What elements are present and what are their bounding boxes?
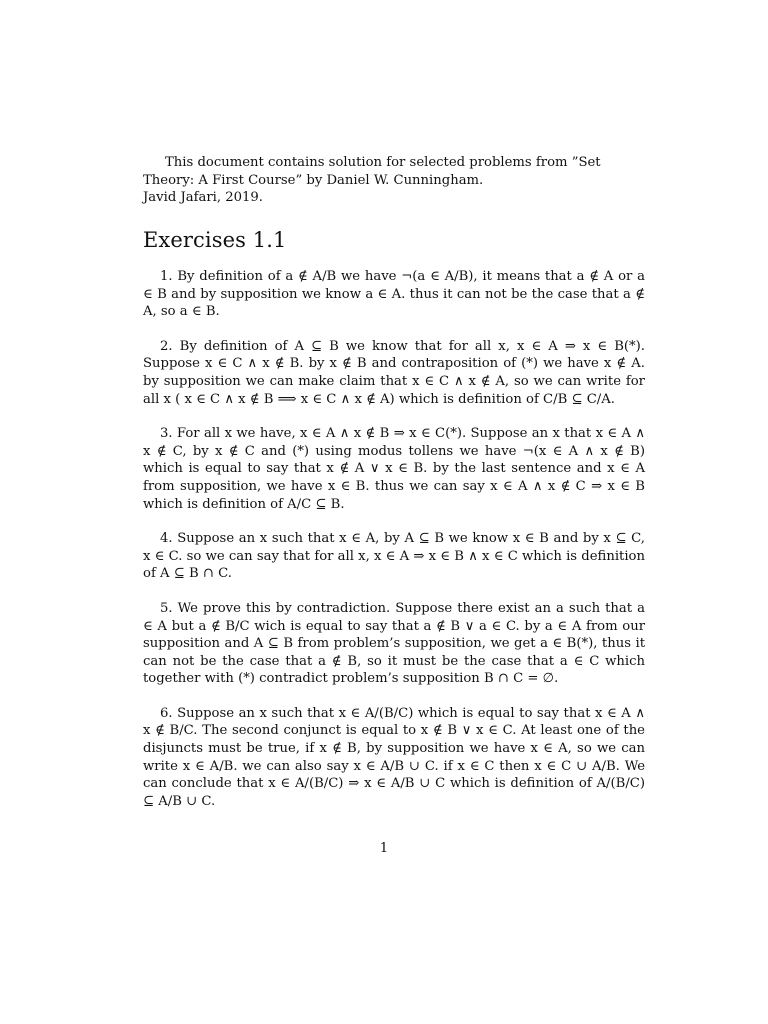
intro-section <box>143 154 645 207</box>
exercise-4: 4. Suppose an x such that x ∈ A, by A ⊆ B we know x ∈ B and by x ⊆ C, x ∈ C. so we can say that for all x, x ∈ A ⇒ x ∈ B ∧ x ∈ C which is definition of A ⊆ B ∩ C. <box>143 531 645 582</box>
exercise-3: 3. For all x we have, x ∈ A ∧ x ∉ B ⇒ x ∈ C(*). Suppose an x that x ∈ A ∧ x ∉ C, by x ∉ C and (*) using modus tollens we have ¬(x ∈ A ∧ x ∉ B) which is equal to say that x ∉ A ∨ x ∈ B. by the last sentence and x ∈ A from supposition, we have x ∈ B. thus we can say x ∈ A ∧ x ∉ C ⇒ x ∈ B which is definition of A/C ⊆ B. <box>143 426 645 512</box>
exercise-1: 1. By definition of a ∉ A/B we have ¬(a ∈ A/B), it means that a ∉ A or a ∈ B and by supposition we know a ∈ A. thus it can not be the case that a ∉ A, so a ∈ B. <box>143 269 645 320</box>
section-heading: Exercises 1.1 <box>143 228 287 252</box>
author-line: Javid Jafari, 2019. <box>143 190 264 206</box>
intro-description: This document contains solution for selected problems from ”Set Theory: A First Course” by Daniel W. Cunningham. <box>143 155 601 188</box>
exercise-2: 2. By definition of A ⊆ B we know that for all x, x ∈ A ⇒ x ∈ B(*). Suppose x ∈ C ∧ x ∉ B. by x ∉ B and contraposition of (*) we have x ∉ A. by supposition we can make claim that x ∈ C ∧ x ∉ A, so we can write for all x ( x ∈ C ∧ x ∉ B ⟹ x ∈ C ∧ x ∉ A) which is definition of C/B ⊆ C/A. <box>143 338 645 407</box>
exercise-5: 5. We prove this by contradiction. Suppose there exist an a such that a ∈ A but a ∉ B/C wich is equal to say that a ∉ B ∨ a ∈ C. by a ∈ A from our supposition and A ⊆ B from problem’s supposition, we get a ∈ B(*), thus it can not be the case that a ∉ B, so it must be the case that a ∈ C which together with (*) contradict problem’s supposition B ∩ C = ∅. <box>143 600 645 687</box>
exercise-6: 6. Suppose an x such that x ∈ A/(B/C) which is equal to say that x ∈ A ∧ x ∉ B/C. The second conjunct is equal to x ∉ B ∨ x ∈ C. At least one of the disjuncts must be true, if x ∉ B, by supposition we have x ∈ A, so we can write x ∈ A/B. we can also say x ∈ A/B ∪ C. if x ∈ C then x ∈ C ∪ A/B. We can conclude that x ∈ A/(B/C) ⇒ x ∈ A/B ∪ C which is definition of A/(B/C) ⊆ A/B ∪ C. <box>143 705 645 809</box>
page-number: 1 <box>379 841 389 856</box>
exercises-list <box>143 268 645 827</box>
